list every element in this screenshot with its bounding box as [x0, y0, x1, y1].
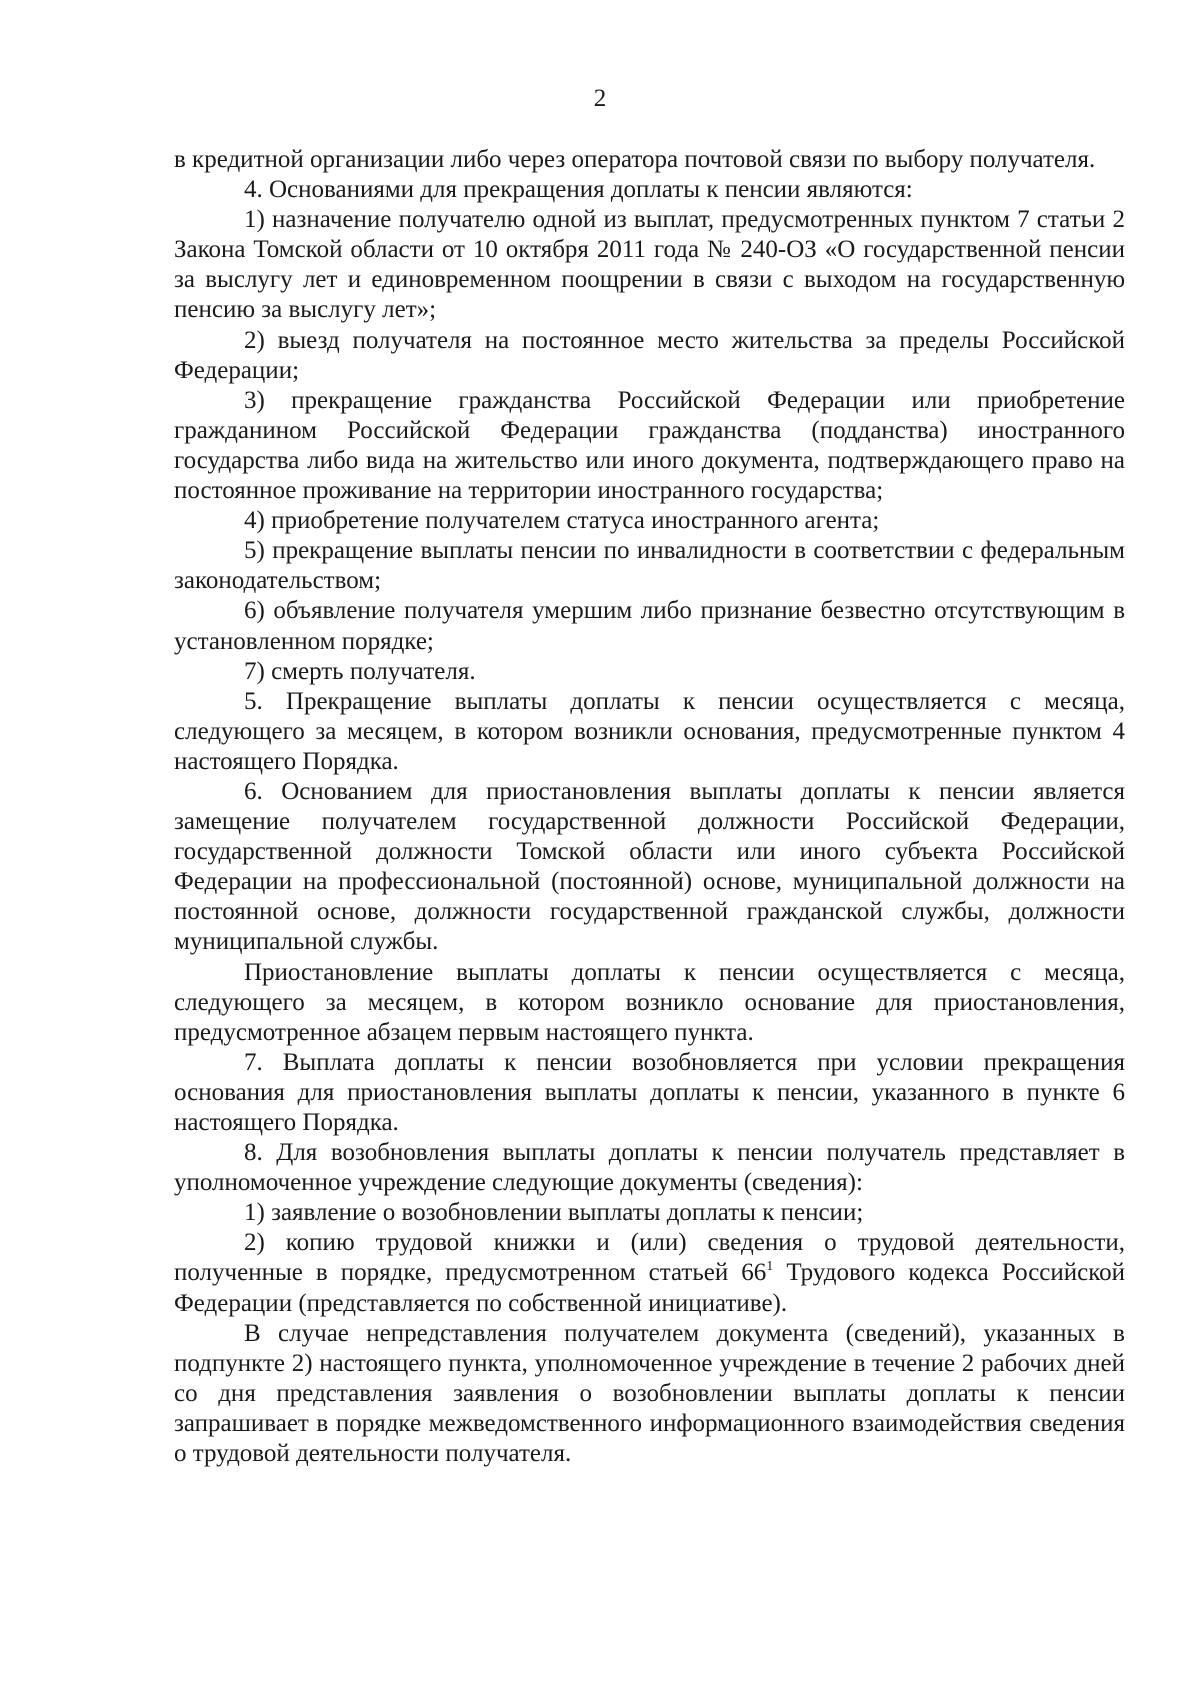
paragraph-subitem-4-4: 4) приобретение получателем статуса иностранного агента; [244, 507, 880, 535]
paragraph-item-8: 8. Для возобновления выплаты доплаты к пенсии получатель представляет в уполномоченное учреждение следующие документы (сведения): [174, 1139, 1125, 1197]
document-body [174, 145, 1125, 1469]
paragraph-subitem-4-2: 2) выезд получателя на постоянное место жительства за пределы Российской Федерации; [174, 326, 1125, 384]
paragraph-subitem-4-3: 3) прекращение гражданства Российской Федерации или приобретение гражданином Российской Федерации гражданства (подданства) иностранного государства либо вида на жительство или иного документа, подтверждающего право на постоянное проживание на территории иностранного государства; [174, 386, 1125, 505]
paragraph-item-4: 4. Основаниями для прекращения доплаты к пенсии являются: [244, 176, 913, 204]
paragraph-subitem-4-1: 1) назначение получателю одной из выплат, предусмотренных пунктом 7 статьи 2 Закона Томской области от 10 октября 2011 года № 240-ОЗ «О государственной пенсии за выслугу лет и единовременном поощрении в связи с выходом на государственную пенсию за выслугу лет»; [174, 206, 1125, 324]
paragraph-subitem-8-1: 1) заявление о возобновлении выплаты доплаты к пенсии; [244, 1199, 864, 1227]
paragraph-subitem-4-7: 7) смерть получателя. [244, 657, 476, 685]
paragraph-item-6-second: Приостановление выплаты доплаты к пенсии осуществляется с месяца, следующего за месяцем, в котором возникло основание для приостановления, предусмотренное абзацем первым настоящего пункта. [174, 958, 1125, 1046]
paragraph-item-7: 7. Выплата доплаты к пенсии возобновляется при условии прекращения основания для приостановления выплаты доплаты к пенсии, указанного в пункте 6 настоящего Порядка. [174, 1048, 1125, 1136]
paragraph-subitem-4-6: 6) объявление получателя умершим либо признание безвестно отсутствующим в установленном порядке; [174, 597, 1125, 655]
footnote-superscript: 1 [766, 1259, 774, 1275]
page-number: 2 [593, 85, 607, 112]
paragraph-subitem-8-2 [174, 1228, 1125, 1318]
paragraph-subitem-8-2-text: 2) копию трудовой книжки и (или) сведения о трудовой деятельности, полученные в порядке, предусмотренном статьей 66 [174, 1229, 1125, 1287]
paragraph-item-5: 5. Прекращение выплаты доплаты к пенсии осуществляется с месяца, следующего за месяцем, в котором возникли основания, предусмотренные пунктом 4 настоящего Порядка. [174, 687, 1125, 775]
paragraph-continuation: в кредитной организации либо через оператора почтовой связи по выбору получателя. [174, 146, 1096, 173]
paragraph-item-8-final: В случае непредставления получателем документа (сведений), указанных в подпункте 2) настоящего пункта, уполномоченное учреждение в течение 2 рабочих дней со дня представления заявления о возобновлении выплаты доплаты к пенсии запрашивает в порядке межведомственного информационного взаимодействия сведения о трудовой деятельности получателя. [174, 1319, 1125, 1468]
paragraph-item-6: 6. Основанием для приостановления выплаты доплаты к пенсии является замещение получателем государственной должности Российской Федерации, государственной должности Томской области или иного субъекта Российской Федерации на профессиональной (постоянной) основе, муниципальной должности на постоянной основе, должности государственной гражданской службы, должности муниципальной службы. [174, 777, 1125, 956]
paragraph-subitem-4-5: 5) прекращение выплаты пенсии по инвалидности в соответствии с федеральным законодательством; [174, 537, 1125, 595]
paragraph-subitem-8-2-text-end: Трудового кодекса Российской Федерации (представляется по собственной инициативе). [174, 1259, 1125, 1317]
